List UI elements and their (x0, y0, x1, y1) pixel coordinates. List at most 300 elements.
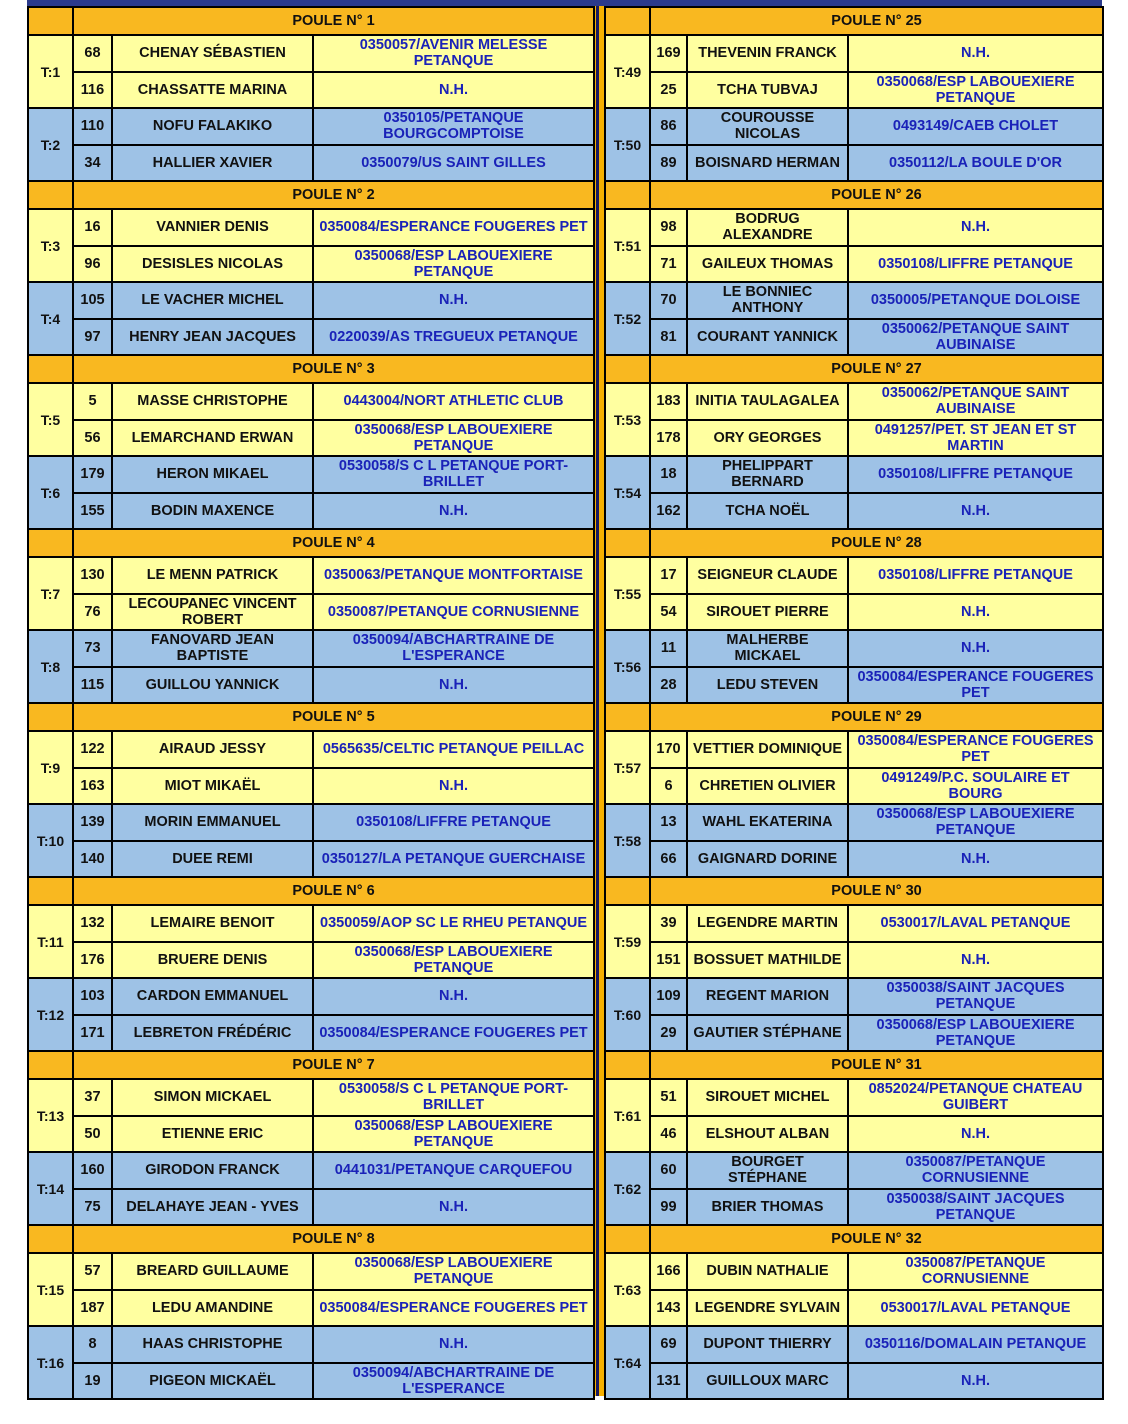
player-number: 66 (650, 841, 687, 878)
terrain-label: T:62 (605, 1152, 650, 1225)
player-name: GIRODON FRANCK (112, 1152, 313, 1189)
player-row (28, 1116, 594, 1153)
poule-title: POULE N° 30 (650, 877, 1103, 905)
poule-title: POULE N° 5 (73, 703, 594, 731)
player-name: HENRY JEAN JACQUES (112, 319, 313, 356)
player-name: TCHA NOËL (687, 493, 848, 530)
player-number: 19 (73, 1363, 112, 1400)
player-number: 57 (73, 1253, 112, 1290)
terrain-label: T:3 (28, 209, 73, 282)
club-name: N.H. (313, 1189, 594, 1226)
club-name: 0350068/ESP LABOUEXIERE PETANQUE (313, 1116, 594, 1153)
player-name: DESISLES NICOLAS (112, 246, 313, 283)
player-number: 39 (650, 905, 687, 942)
club-name: 0350057/AVENIR MELESSE PETANQUE (313, 35, 594, 72)
player-name: INITIA TAULAGALEA (687, 383, 848, 420)
poule-header-row (605, 703, 1103, 731)
club-name: 0350116/DOMALAIN PETANQUE (848, 1326, 1103, 1363)
player-number: 132 (73, 905, 112, 942)
player-number: 89 (650, 145, 687, 182)
player-name: LEGENDRE MARTIN (687, 905, 848, 942)
player-name: HERON MIKAEL (112, 456, 313, 493)
poule-header-spacer (28, 529, 73, 557)
player-number: 76 (73, 594, 112, 631)
club-name: N.H. (313, 978, 594, 1015)
terrain-label: T:60 (605, 978, 650, 1051)
player-name: CHASSATTE MARINA (112, 72, 313, 109)
player-name: SIROUET MICHEL (687, 1079, 848, 1116)
terrain-label: T:10 (28, 804, 73, 877)
player-name: GAILEUX THOMAS (687, 246, 848, 283)
poule-header-row (605, 355, 1103, 383)
right-poules-table (604, 6, 1104, 1400)
club-name: 0565635/CELTIC PETANQUE PEILLAC (313, 731, 594, 768)
player-name: LE MENN PATRICK (112, 557, 313, 594)
club-name: 0350005/PETANQUE DOLOISE (848, 282, 1103, 319)
player-name: BODRUG ALEXANDRE (687, 209, 848, 246)
player-name: LEGENDRE SYLVAIN (687, 1290, 848, 1327)
player-number: 131 (650, 1363, 687, 1400)
player-row (605, 493, 1103, 530)
player-name: THEVENIN FRANCK (687, 35, 848, 72)
terrain-label: T:54 (605, 456, 650, 529)
player-row (605, 108, 1103, 145)
terrain-label: T:61 (605, 1079, 650, 1152)
player-name: SIMON MICKAEL (112, 1079, 313, 1116)
club-name: 0350068/ESP LABOUEXIERE PETANQUE (848, 1015, 1103, 1052)
player-row (28, 942, 594, 979)
poule-header-spacer (28, 1051, 73, 1079)
player-name: GUILLOUX MARC (687, 1363, 848, 1400)
player-number: 8 (73, 1326, 112, 1363)
club-name: N.H. (313, 282, 594, 319)
terrain-label: T:6 (28, 456, 73, 529)
player-row (28, 804, 594, 841)
player-number: 105 (73, 282, 112, 319)
player-row (605, 768, 1103, 805)
player-number: 97 (73, 319, 112, 356)
player-row (605, 1363, 1103, 1400)
club-name: 0350127/LA PETANQUE GUERCHAISE (313, 841, 594, 878)
player-number: 140 (73, 841, 112, 878)
player-name: DELAHAYE JEAN - YVES (112, 1189, 313, 1226)
player-name: HAAS CHRISTOPHE (112, 1326, 313, 1363)
club-name: 0350079/US SAINT GILLES (313, 145, 594, 182)
poule-header-spacer (28, 355, 73, 383)
player-row (28, 731, 594, 768)
column-divider-line (596, 6, 599, 1396)
club-name: 0852024/PETANQUE CHATEAU GUIBERT (848, 1079, 1103, 1116)
player-number: 98 (650, 209, 687, 246)
poule-header-row (605, 7, 1103, 35)
player-row (28, 1152, 594, 1189)
club-name: 0350059/AOP SC LE RHEU PETANQUE (313, 905, 594, 942)
player-number: 166 (650, 1253, 687, 1290)
player-name: MASSE CHRISTOPHE (112, 383, 313, 420)
terrain-label: T:4 (28, 282, 73, 355)
player-row (28, 1189, 594, 1226)
player-number: 13 (650, 804, 687, 841)
poule-header-spacer (605, 181, 650, 209)
player-name: CHENAY SÉBASTIEN (112, 35, 313, 72)
club-name: N.H. (848, 209, 1103, 246)
player-row (28, 456, 594, 493)
player-row (605, 456, 1103, 493)
club-name: 0350084/ESPERANCE FOUGERES PET (313, 209, 594, 246)
poule-header-row (605, 877, 1103, 905)
player-number: 5 (73, 383, 112, 420)
terrain-label: T:5 (28, 383, 73, 456)
player-row (605, 383, 1103, 420)
player-name: LEDU STEVEN (687, 667, 848, 704)
player-row (605, 1015, 1103, 1052)
club-name: 0350087/PETANQUE CORNUSIENNE (848, 1152, 1103, 1189)
terrain-label: T:8 (28, 630, 73, 703)
player-name: SIROUET PIERRE (687, 594, 848, 631)
club-name: N.H. (313, 1326, 594, 1363)
terrain-label: T:55 (605, 557, 650, 630)
player-number: 25 (650, 72, 687, 109)
club-name: 0530017/LAVAL PETANQUE (848, 1290, 1103, 1327)
club-name: N.H. (313, 72, 594, 109)
club-name: N.H. (848, 1116, 1103, 1153)
player-number: 70 (650, 282, 687, 319)
poule-header-row (28, 1051, 594, 1079)
poule-title: POULE N° 27 (650, 355, 1103, 383)
player-number: 56 (73, 420, 112, 457)
terrain-label: T:14 (28, 1152, 73, 1225)
club-name: 0530058/S C L PETANQUE PORT-BRILLET (313, 1079, 594, 1116)
player-row (605, 145, 1103, 182)
player-number: 151 (650, 942, 687, 979)
player-row (28, 667, 594, 704)
player-name: GUILLOU YANNICK (112, 667, 313, 704)
player-row (605, 942, 1103, 979)
terrain-label: T:15 (28, 1253, 73, 1326)
poule-header-row (28, 355, 594, 383)
player-number: 54 (650, 594, 687, 631)
player-row (605, 246, 1103, 283)
player-number: 68 (73, 35, 112, 72)
player-name: VETTIER DOMINIQUE (687, 731, 848, 768)
player-row (605, 319, 1103, 356)
player-row (605, 282, 1103, 319)
poule-title: POULE N° 1 (73, 7, 594, 35)
club-name: 0350108/LIFFRE PETANQUE (313, 804, 594, 841)
player-row (28, 594, 594, 631)
poule-header-row (605, 529, 1103, 557)
player-row (28, 282, 594, 319)
player-name: COURANT YANNICK (687, 319, 848, 356)
club-name: 0350094/ABCHARTRAINE DE L'ESPERANCE (313, 1363, 594, 1400)
player-row (605, 209, 1103, 246)
player-number: 169 (650, 35, 687, 72)
player-row (28, 108, 594, 145)
player-number: 34 (73, 145, 112, 182)
player-number: 6 (650, 768, 687, 805)
player-row (605, 630, 1103, 667)
club-name: N.H. (848, 942, 1103, 979)
player-number: 170 (650, 731, 687, 768)
player-name: COUROUSSE NICOLAS (687, 108, 848, 145)
poule-header-spacer (28, 877, 73, 905)
player-name: DUBIN NATHALIE (687, 1253, 848, 1290)
player-name: WAHL EKATERINA (687, 804, 848, 841)
player-number: 162 (650, 493, 687, 530)
terrain-label: T:16 (28, 1326, 73, 1399)
player-name: GAUTIER STÉPHANE (687, 1015, 848, 1052)
player-number: 130 (73, 557, 112, 594)
player-row (605, 35, 1103, 72)
poule-title: POULE N° 6 (73, 877, 594, 905)
terrain-label: T:50 (605, 108, 650, 181)
player-name: LEDU AMANDINE (112, 1290, 313, 1327)
player-number: 179 (73, 456, 112, 493)
player-row (605, 804, 1103, 841)
poule-header-spacer (28, 1225, 73, 1253)
player-row (605, 841, 1103, 878)
club-name: N.H. (848, 35, 1103, 72)
poule-header-row (28, 1225, 594, 1253)
poule-header-row (28, 7, 594, 35)
player-number: 17 (650, 557, 687, 594)
player-name: DUEE REMI (112, 841, 313, 878)
player-name: BOSSUET MATHILDE (687, 942, 848, 979)
player-row (28, 246, 594, 283)
poule-header-row (28, 703, 594, 731)
player-number: 110 (73, 108, 112, 145)
club-name: 0350084/ESPERANCE FOUGERES PET (313, 1290, 594, 1327)
club-name: 0350105/PETANQUE BOURGCOMPTOISE (313, 108, 594, 145)
player-row (605, 1253, 1103, 1290)
player-row (28, 319, 594, 356)
player-row (28, 1253, 594, 1290)
poule-title: POULE N° 32 (650, 1225, 1103, 1253)
player-number: 86 (650, 108, 687, 145)
player-row (28, 1079, 594, 1116)
player-row (605, 1326, 1103, 1363)
player-row (605, 1116, 1103, 1153)
player-number: 11 (650, 630, 687, 667)
poule-title: POULE N° 3 (73, 355, 594, 383)
player-number: 171 (73, 1015, 112, 1052)
player-row (28, 841, 594, 878)
club-name: N.H. (848, 1363, 1103, 1400)
club-name: N.H. (313, 493, 594, 530)
player-name: LEMARCHAND ERWAN (112, 420, 313, 457)
player-name: BODIN MAXENCE (112, 493, 313, 530)
player-row (605, 72, 1103, 109)
player-name: BRUERE DENIS (112, 942, 313, 979)
terrain-label: T:53 (605, 383, 650, 456)
club-name: 0491257/PET. ST JEAN ET ST MARTIN (848, 420, 1103, 457)
poule-title: POULE N° 29 (650, 703, 1103, 731)
player-row (605, 557, 1103, 594)
player-number: 109 (650, 978, 687, 1015)
club-name: 0350084/ESPERANCE FOUGERES PET (848, 667, 1103, 704)
player-row (605, 594, 1103, 631)
terrain-label: T:1 (28, 35, 73, 108)
club-name: 0530017/LAVAL PETANQUE (848, 905, 1103, 942)
player-number: 69 (650, 1326, 687, 1363)
player-name: SEIGNEUR CLAUDE (687, 557, 848, 594)
player-number: 155 (73, 493, 112, 530)
player-name: LE VACHER MICHEL (112, 282, 313, 319)
club-name: 0350068/ESP LABOUEXIERE PETANQUE (848, 72, 1103, 109)
poule-header-row (605, 1225, 1103, 1253)
player-row (605, 1152, 1103, 1189)
player-number: 16 (73, 209, 112, 246)
player-number: 50 (73, 1116, 112, 1153)
terrain-label: T:63 (605, 1253, 650, 1326)
player-row (28, 1326, 594, 1363)
player-number: 46 (650, 1116, 687, 1153)
terrain-label: T:56 (605, 630, 650, 703)
player-name: FANOVARD JEAN BAPTISTE (112, 630, 313, 667)
player-row (28, 905, 594, 942)
player-name: ELSHOUT ALBAN (687, 1116, 848, 1153)
poule-header-spacer (605, 877, 650, 905)
player-row (28, 557, 594, 594)
club-name: 0530058/S C L PETANQUE PORT-BRILLET (313, 456, 594, 493)
player-name: LE BONNIEC ANTHONY (687, 282, 848, 319)
club-name: 0350068/ESP LABOUEXIERE PETANQUE (848, 804, 1103, 841)
club-name: 0350038/SAINT JACQUES PETANQUE (848, 1189, 1103, 1226)
player-row (605, 667, 1103, 704)
terrain-label: T:2 (28, 108, 73, 181)
player-number: 178 (650, 420, 687, 457)
player-name: LEBRETON FRÉDÉRIC (112, 1015, 313, 1052)
terrain-label: T:51 (605, 209, 650, 282)
player-name: BOISNARD HERMAN (687, 145, 848, 182)
player-row (28, 1363, 594, 1400)
player-number: 143 (650, 1290, 687, 1327)
club-name: 0350084/ESPERANCE FOUGERES PET (313, 1015, 594, 1052)
club-name: N.H. (848, 630, 1103, 667)
player-name: CARDON EMMANUEL (112, 978, 313, 1015)
terrain-label: T:9 (28, 731, 73, 804)
player-name: VANNIER DENIS (112, 209, 313, 246)
club-name: N.H. (848, 493, 1103, 530)
player-number: 99 (650, 1189, 687, 1226)
terrain-label: T:59 (605, 905, 650, 978)
player-name: ORY GEORGES (687, 420, 848, 457)
club-name: 0220039/AS TREGUEUX PETANQUE (313, 319, 594, 356)
club-name: 0350062/PETANQUE SAINT AUBINAISE (848, 383, 1103, 420)
player-name: LEMAIRE BENOIT (112, 905, 313, 942)
player-number: 183 (650, 383, 687, 420)
club-name: 0350108/LIFFRE PETANQUE (848, 246, 1103, 283)
club-name: N.H. (848, 594, 1103, 631)
terrain-label: T:7 (28, 557, 73, 630)
player-row (28, 35, 594, 72)
club-name: 0350094/ABCHARTRAINE DE L'ESPERANCE (313, 630, 594, 667)
player-number: 103 (73, 978, 112, 1015)
terrain-label: T:13 (28, 1079, 73, 1152)
poule-header-spacer (605, 355, 650, 383)
club-name: 0350062/PETANQUE SAINT AUBINAISE (848, 319, 1103, 356)
player-name: NOFU FALAKIKO (112, 108, 313, 145)
player-number: 176 (73, 942, 112, 979)
player-number: 115 (73, 667, 112, 704)
player-number: 51 (650, 1079, 687, 1116)
player-row (605, 978, 1103, 1015)
club-name: 0441031/PETANQUE CARQUEFOU (313, 1152, 594, 1189)
player-row (605, 420, 1103, 457)
player-row (28, 420, 594, 457)
player-row (28, 768, 594, 805)
player-number: 187 (73, 1290, 112, 1327)
terrain-label: T:52 (605, 282, 650, 355)
player-number: 81 (650, 319, 687, 356)
club-name: 0350063/PETANQUE MONTFORTAISE (313, 557, 594, 594)
terrain-label: T:57 (605, 731, 650, 804)
player-number: 96 (73, 246, 112, 283)
player-name: HALLIER XAVIER (112, 145, 313, 182)
club-name: 0491249/P.C. SOULAIRE ET BOURG (848, 768, 1103, 805)
player-name: ETIENNE ERIC (112, 1116, 313, 1153)
player-number: 60 (650, 1152, 687, 1189)
poule-header-spacer (28, 703, 73, 731)
player-name: PIGEON MICKAËL (112, 1363, 313, 1400)
player-row (28, 630, 594, 667)
club-name: 0350038/SAINT JACQUES PETANQUE (848, 978, 1103, 1015)
poule-header-row (605, 1051, 1103, 1079)
player-name: AIRAUD JESSY (112, 731, 313, 768)
player-number: 75 (73, 1189, 112, 1226)
left-poules-table (27, 6, 595, 1400)
poule-header-spacer (605, 529, 650, 557)
player-name: BOURGET STÉPHANE (687, 1152, 848, 1189)
player-name: DUPONT THIERRY (687, 1326, 848, 1363)
terrain-label: T:49 (605, 35, 650, 108)
player-name: MALHERBE MICKAEL (687, 630, 848, 667)
player-number: 122 (73, 731, 112, 768)
poule-title: POULE N° 8 (73, 1225, 594, 1253)
poule-header-row (28, 529, 594, 557)
club-name: 0350108/LIFFRE PETANQUE (848, 456, 1103, 493)
club-name: 0350087/PETANQUE CORNUSIENNE (313, 594, 594, 631)
club-name: 0443004/NORT ATHLETIC CLUB (313, 383, 594, 420)
club-name: N.H. (848, 841, 1103, 878)
player-row (605, 1079, 1103, 1116)
player-number: 116 (73, 72, 112, 109)
player-row (28, 493, 594, 530)
player-row (28, 145, 594, 182)
poule-header-spacer (605, 7, 650, 35)
player-number: 71 (650, 246, 687, 283)
player-number: 28 (650, 667, 687, 704)
poule-title: POULE N° 25 (650, 7, 1103, 35)
player-row (28, 209, 594, 246)
terrain-label: T:11 (28, 905, 73, 978)
left-poules-panel (27, 6, 593, 1400)
player-row (28, 383, 594, 420)
player-number: 29 (650, 1015, 687, 1052)
poule-title: POULE N° 26 (650, 181, 1103, 209)
player-number: 37 (73, 1079, 112, 1116)
poule-header-spacer (605, 1225, 650, 1253)
player-name: MORIN EMMANUEL (112, 804, 313, 841)
poule-title: POULE N° 7 (73, 1051, 594, 1079)
player-name: PHELIPPART BERNARD (687, 456, 848, 493)
player-row (28, 978, 594, 1015)
poule-header-spacer (28, 7, 73, 35)
poule-header-spacer (605, 1051, 650, 1079)
club-name: N.H. (313, 667, 594, 704)
player-name: REGENT MARION (687, 978, 848, 1015)
club-name: 0350084/ESPERANCE FOUGERES PET (848, 731, 1103, 768)
